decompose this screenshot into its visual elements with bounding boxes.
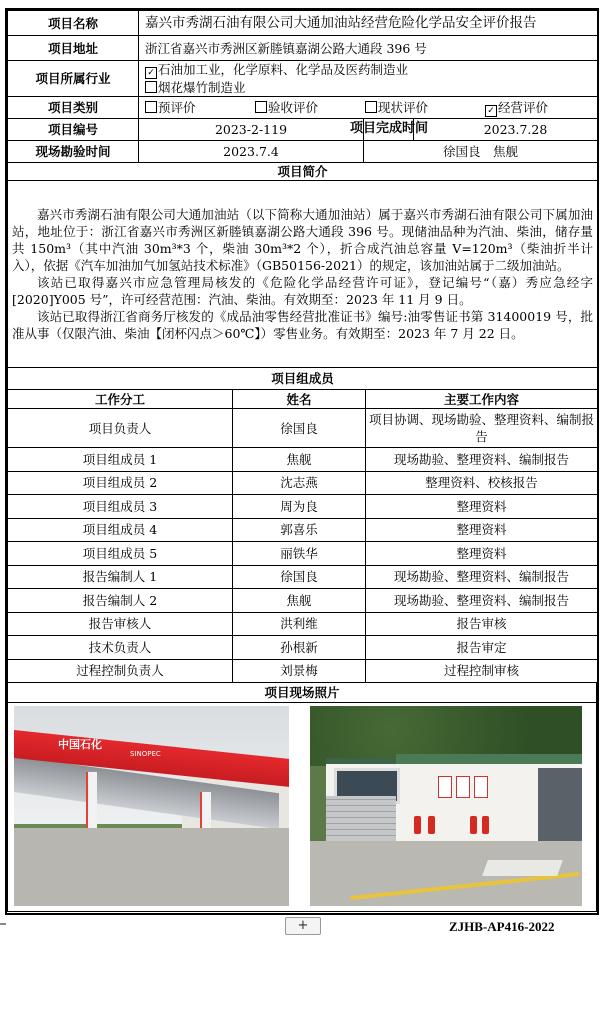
member-role-cell: 项目组成员 1: [8, 448, 233, 472]
checkbox-checked-icon[interactable]: ✓: [145, 67, 157, 79]
expand-button[interactable]: +: [285, 917, 321, 935]
member-name-cell: 孙根新: [233, 636, 366, 660]
intro-paragraph: 嘉兴市秀湖石油有限公司大通加油站（以下简称大通加油站）属于嘉兴市秀湖石油有限公司下属加油站，地址位于：浙江省嘉兴市秀洲区新塍镇嘉湖公路大通段 396 号。现储油品种为汽油、柴油，储存量共 150m³（其中汽油 30m³*3 个，柴油 30m³*2 个），折合成汽油总容量 V=120m³（柴油折半计入），依据《汽车加油加气加氢站技术标准》（GB50156-2021）的规定，该加油站属于二级加油站。: [12, 207, 593, 273]
member-name-cell: 沈志燕: [233, 471, 366, 495]
member-row: [8, 518, 598, 542]
member-row: [8, 471, 598, 495]
member-row: [8, 565, 598, 589]
member-name-cell: 周为良: [233, 495, 366, 519]
project-finish-value: 2023.7.28: [414, 119, 598, 141]
member-name-cell: 丽铁华: [233, 542, 366, 566]
member-role-cell: 报告编制人 2: [8, 589, 233, 613]
member-work-cell: 现场勘验、整理资料、编制报告: [366, 589, 598, 613]
intro-title: 项目简介: [8, 163, 598, 181]
member-role-cell: 报告编制人 1: [8, 565, 233, 589]
member-work-cell: 现场勘验、整理资料、编制报告: [366, 448, 598, 472]
project-industry-options: [139, 61, 598, 97]
members-header-work: 主要工作内容: [366, 390, 598, 409]
project-finish-label: 项目完成时间: [364, 119, 414, 141]
industry-option-fireworks[interactable]: 烟花爆竹制造业: [145, 79, 597, 96]
member-role-cell: 过程控制负责人: [8, 659, 233, 683]
project-address-label: 项目地址: [8, 36, 139, 61]
member-row: [8, 589, 598, 613]
type-option-pre[interactable]: 预评价: [145, 99, 255, 116]
page-edge-marker: [0, 923, 6, 925]
member-role-cell: 项目组成员 4: [8, 518, 233, 542]
member-row: [8, 659, 598, 683]
type-option-status[interactable]: 现状评价: [365, 99, 485, 116]
evaluation-report-sheet: [5, 8, 599, 915]
type-option-acceptance[interactable]: 验收评价: [255, 99, 365, 116]
member-name-cell: 焦舰: [233, 448, 366, 472]
member-name-cell: 徐国良: [233, 409, 366, 448]
checkbox-empty-icon[interactable]: [145, 101, 157, 113]
member-work-cell: 现场勘验、整理资料、编制报告: [366, 565, 598, 589]
member-role-cell: 技术负责人: [8, 636, 233, 660]
member-row: [8, 636, 598, 660]
industry-option-petro[interactable]: ✓ 石油加工业，化学原料、化学品及医药制造业: [145, 61, 597, 79]
member-work-cell: 项目协调、现场勘验、整理资料、编制报告: [366, 409, 598, 448]
type-option-operation[interactable]: ✓ 经营评价: [485, 99, 548, 117]
member-work-cell: 报告审核: [366, 612, 598, 636]
photos-title: 项目现场照片: [8, 683, 597, 703]
member-row: [8, 495, 598, 519]
members-header-name: 姓名: [233, 390, 366, 409]
member-row: [8, 409, 598, 448]
member-work-cell: 报告审定: [366, 636, 598, 660]
checkbox-checked-icon[interactable]: ✓: [485, 105, 497, 117]
member-role-cell: 项目负责人: [8, 409, 233, 448]
photo-brand-text: 中国石化: [58, 738, 102, 751]
member-row: [8, 542, 598, 566]
member-name-cell: 焦舰: [233, 589, 366, 613]
project-name-label: 项目名称: [8, 11, 139, 36]
member-name-cell: 郭喜乐: [233, 518, 366, 542]
project-number-value: 2023-2-119: [139, 119, 364, 141]
project-name-value: 嘉兴市秀湖石油有限公司大通加油站经营危险化学品安全评价报告: [139, 11, 598, 36]
intro-paragraph: 该站已取得浙江省商务厅核发的《成品油零售经营批准证书》编号:油零售证书第 31400019 号，批准从事（仅限汽油、柴油【闭杯闪点＞60℃】）零售业务。有效期至：2023 年 7 月 22 日。: [12, 309, 593, 341]
member-name-cell: 刘景梅: [233, 659, 366, 683]
gas-station-canopy-photo: [14, 706, 289, 906]
project-number-label: 项目编号: [8, 119, 139, 141]
member-work-cell: 过程控制审核: [366, 659, 598, 683]
member-work-cell: 整理资料: [366, 542, 598, 566]
survey-time-label: 现场勘验时间: [8, 141, 139, 163]
intro-paragraph: 该站已取得嘉兴市应急管理局核发的《危险化学品经营许可证》，登记编号“（嘉）秀应急经字[2020]Y005 号”，许可经营范围：汽油、柴油。有效期至：2023 年 11 月 9 日。: [12, 275, 593, 307]
photos-cell: [8, 703, 597, 912]
project-industry-label: 项目所属行业: [8, 61, 139, 97]
survey-time-value: 2023.7.4: [139, 141, 364, 163]
member-role-cell: 报告审核人: [8, 612, 233, 636]
member-work-cell: 整理资料: [366, 495, 598, 519]
member-name-cell: 洪利维: [233, 612, 366, 636]
survey-people-value: 徐国良 焦舰: [364, 141, 598, 163]
members-table: [7, 389, 598, 683]
project-type-label: 项目类别: [8, 97, 139, 119]
member-row: [8, 448, 598, 472]
document-code: ZJHB-AP416-2022: [449, 919, 555, 934]
checkbox-empty-icon[interactable]: [255, 101, 267, 113]
checkbox-empty-icon[interactable]: [365, 101, 377, 113]
member-row: [8, 612, 598, 636]
member-work-cell: 整理资料、校核报告: [366, 471, 598, 495]
members-title: 项目组成员: [8, 368, 598, 390]
members-header-role: 工作分工: [8, 390, 233, 409]
member-role-cell: 项目组成员 3: [8, 495, 233, 519]
checkbox-empty-icon[interactable]: [145, 81, 157, 93]
photos-section: [7, 682, 597, 912]
member-name-cell: 徐国良: [233, 565, 366, 589]
project-address-value: 浙江省嘉兴市秀洲区新塍镇嘉湖公路大通段 396 号: [139, 36, 598, 61]
member-work-cell: 整理资料: [366, 518, 598, 542]
intro-text: [8, 181, 598, 368]
station-building-photo: [310, 706, 582, 906]
project-type-options: [139, 97, 598, 119]
member-role-cell: 项目组成员 5: [8, 542, 233, 566]
photo-brand-en-text: SINOPEC: [130, 750, 161, 758]
project-info-table: [7, 10, 598, 390]
member-role-cell: 项目组成员 2: [8, 471, 233, 495]
